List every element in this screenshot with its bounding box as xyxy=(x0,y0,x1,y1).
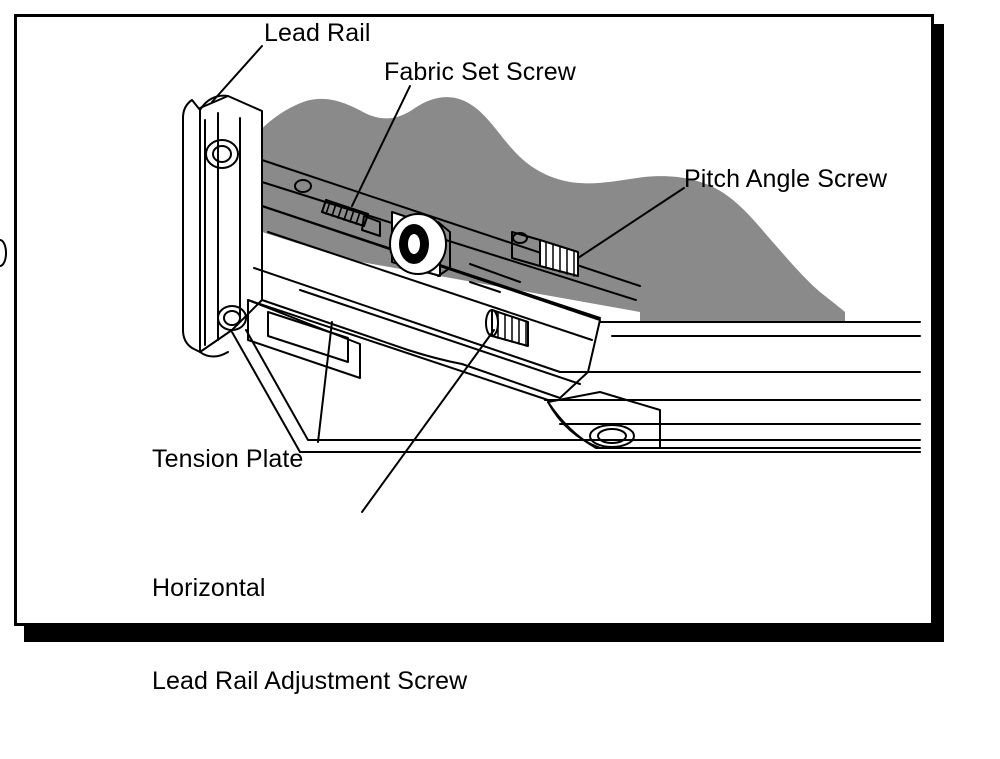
label-fabric-set-screw: Fabric Set Screw xyxy=(384,58,576,86)
lead-rail-profile-inner xyxy=(200,96,262,352)
label-lead-rail: Lead Rail xyxy=(264,19,371,47)
leader-lead-rail xyxy=(212,46,262,102)
flange-face xyxy=(248,300,360,378)
leader-horizontal-screw xyxy=(362,330,494,512)
horizontal-adjustment-screw xyxy=(486,310,528,346)
label-horizontal-line-2: Lead Rail Adjustment Screw xyxy=(152,667,468,695)
leader-tension-plate xyxy=(318,322,332,442)
lead-rail-profile xyxy=(183,100,200,352)
label-horizontal-lead-rail-adjustment-screw xyxy=(152,511,467,759)
label-horizontal-line-1: Horizontal xyxy=(152,574,266,602)
label-tension-plate: Tension Plate xyxy=(152,445,304,473)
rail-bottom-lip xyxy=(200,352,228,357)
label-pitch-angle-screw: Pitch Angle Screw xyxy=(684,165,888,193)
